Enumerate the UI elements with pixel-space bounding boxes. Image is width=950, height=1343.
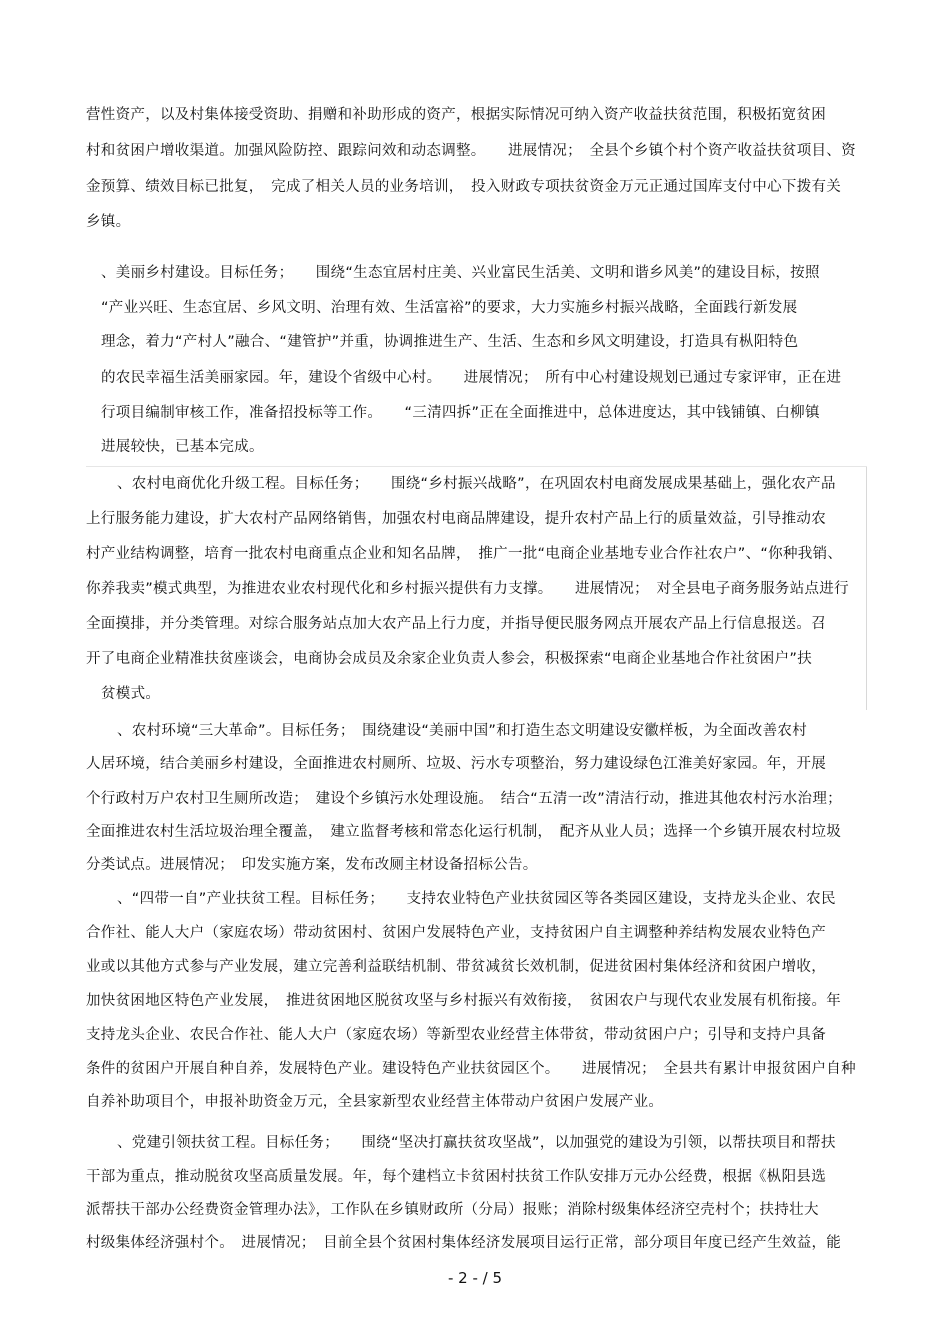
text-line: 全面摸排，并分类管理。对综合服务站点加大农产品上行力度，并指导便民服务网点开展农产品上行信息报送。召: [86, 616, 826, 632]
text-line: 的农民幸福生活美丽家园。年，建设个省级中心村。 进展情况； 所有中心村建设规划已通过专家评审，正在进: [101, 370, 842, 386]
text-line: 开了电商企业精准扶贫座谈会，电商协会成员及余家企业负责人参会，积极探索“电商企业基地合作社贫困户”扶: [86, 651, 813, 667]
text-line: 全面推进农村生活垃圾治理全覆盖， 建立监督考核和常态化运行机制， 配齐从业人员；选择一个乡镇开展农村垃圾: [86, 824, 842, 840]
text-line: 理念，着力“产村人”融合、“建管护”并重，协调推进生产、生活、生态和乡风文明建设，打造具有枞阳特色: [101, 334, 799, 350]
text-line: 金预算、绩效目标已批复， 完成了相关人员的业务培训， 投入财政专项扶贫资金万元正通过国库支付中心下拨有关: [86, 179, 842, 195]
page-number: - 2 - / 5: [447, 1269, 503, 1287]
text-line: 上行服务能力建设，扩大农村产品网络销售，加强农村电商品牌建设，提升农村产品上行的质量效益，引导推动农: [86, 511, 826, 527]
text-line: 村产业结构调整，培育一批农村电商重点企业和知名品牌， 推广一批“电商企业基地专业合作社农户”、“你种我销、: [86, 546, 843, 562]
text-line: 营性资产，以及村集体接受资助、捐赠和补助形成的资产，根据实际情况可纳入资产收益扶贫范围，积极拓宽贫困: [86, 107, 826, 123]
text-line: 乡镇。: [86, 214, 131, 230]
text-line: 村和贫困户增收渠道。加强风险防控、跟踪问效和动态调整。 进展情况； 全县个乡镇个村个资产收益扶贫项目、资: [86, 143, 856, 159]
text-line: 加快贫困地区特色产业发展， 推进贫困地区脱贫攻坚与乡村振兴有效衔接， 贫困农户与现代农业发展有机衔接。年: [86, 993, 842, 1009]
text-line: 、党建引领扶贫工程。目标任务； 围绕“坚决打赢扶贫攻坚战”，以加强党的建设为引领，以帮扶项目和帮扶: [117, 1135, 836, 1151]
text-line: 行项目编制审核工作，准备招投标等工作。 “三清四拆”正在全面推进中，总体进度达，其中钱铺镇、白柳镇: [101, 405, 820, 421]
text-line: “产业兴旺、生态宜居、乡风文明、治理有效、生活富裕”的要求，大力实施乡村振兴战略，全面践行新发展: [101, 300, 798, 316]
text-line: 派帮扶干部办公经费资金管理办法》，工作队在乡镇财政所（分局）报账；消除村级集体经济空壳村个；扶持壮大: [86, 1202, 819, 1218]
text-line: 进展较快，已基本完成。: [101, 439, 264, 455]
text-line: 贫模式。: [101, 686, 161, 702]
text-line: 村级集体经济强村个。 进展情况； 目前全县个贫困村集体经济发展项目运行正常，部分项目年度已经产生效益，能: [86, 1235, 842, 1251]
text-line: 条件的贫困户开展自种自养，发展特色产业。建设特色产业扶贫园区个。 进展情况； 全县共有累计申报贫困户自种: [86, 1061, 856, 1077]
text-line: 个行政村万户农村卫生厕所改造； 建设个乡镇污水处理设施。 结合“五清一改”清洁行动，推进其他农村污水治理；: [86, 791, 842, 807]
text-line: 干部为重点，推动脱贫攻坚高质量发展。年，每个建档立卡贫困村扶贫工作队安排万元办公经费，根据《枞阳县选: [86, 1169, 826, 1185]
text-line: 合作社、能人大户（家庭农场）带动贫困村、贫困户发展特色产业，支持贫困户自主调整种养结构发展农业特色产: [86, 925, 826, 941]
text-line: 、农村电商优化升级工程。目标任务； 围绕“乡村振兴战略”，在巩固农村电商发展成果基础上，强化农产品: [117, 476, 836, 492]
text-line: 自养补助项目个，申报补助资金万元，全县家新型农业经营主体带动户贫困户发展产业。: [86, 1094, 664, 1110]
text-line: 、农村环境“三大革命”。目标任务； 围绕建设“美丽中国”和打造生态文明建设安徽样板，为全面改善农村: [117, 723, 807, 739]
text-line: 、美丽乡村建设。目标任务； 围绕“生态宜居村庄美、兴业富民生活美、文明和谐乡风美”的建设目标，按照: [101, 265, 820, 281]
text-line: 分类试点。进展情况； 印发实施方案，发布改厕主材设备招标公告。: [86, 857, 538, 873]
text-line: 业或以其他方式参与产业发展，建立完善利益联结机制、带贫减贫长效机制，促进贫困村集体经济和贫困户增收，: [86, 959, 826, 975]
text-line: 支持龙头企业、农民合作社、能人大户（家庭农场）等新型农业经营主体带贫，带动贫困户户；引导和支持户具备: [86, 1027, 826, 1043]
text-line: 你养我卖”模式典型，为推进农业农村现代化和乡村振兴提供有力支撑。 进展情况； 对全县电子商务服务站点进行: [86, 581, 849, 597]
text-line: 、“四带一自”产业扶贫工程。目标任务； 支持农业特色产业扶贫园区等各类园区建设，支持龙头企业、农民: [117, 891, 836, 907]
section-top-border: [86, 466, 867, 467]
section-right-border: [866, 467, 867, 710]
text-line: 人居环境，结合美丽乡村建设，全面推进农村厕所、垃圾、污水专项整治，努力建设绿色江淮美好家园。年，开展: [86, 756, 826, 772]
